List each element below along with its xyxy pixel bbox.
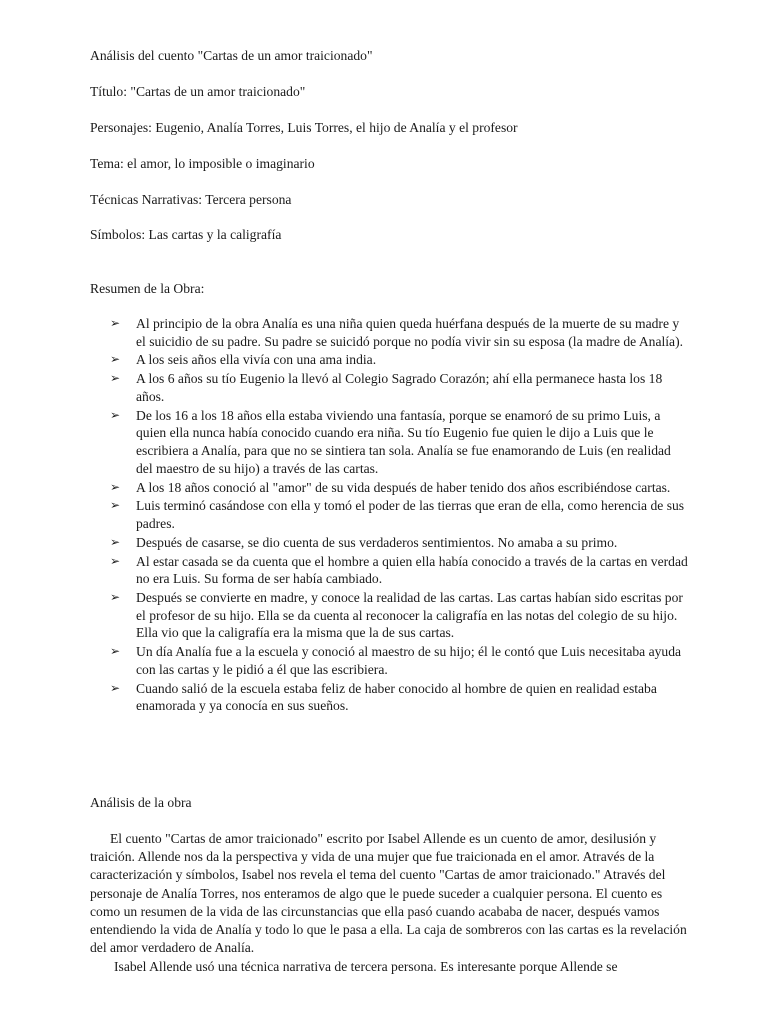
arrow-bullet-icon: ➢ [110,371,121,386]
arrow-bullet-icon: ➢ [110,534,121,549]
arrow-bullet-icon: ➢ [110,644,121,659]
list-item [90,643,690,678]
symbols-line: Símbolos: Las cartas y la caligrafía [90,227,282,242]
summary-heading: Resumen de la Obra: [90,281,205,296]
list-item-text: Luis terminó casándose con ella y tomó el poder de las tierras que eran de ella, como herencia de sus padres. [136,498,685,532]
analysis-paragraph: Isabel Allende usó una técnica narrativa de tercera persona. Es interesante porque Allende se [114,959,618,974]
list-item-text: A los 6 años su tío Eugenio la llevó al Colegio Sagrado Corazón; ahí ella permanece hasta los 18 años. [136,371,663,404]
list-item [90,479,690,497]
title-line: Título: "Cartas de un amor traicionado" [90,84,306,99]
list-item-text: Cuando salió de la escuela estaba feliz de haber conocido al hombre de quien en realidad estaba enamorada y ya conocía en sus sueños. [136,680,657,714]
list-item-text: Un día Analía fue a la escuela y conoció al maestro de su hijo; él le contó que Luis necesitaba ayuda con las cartas y le pidió a él que las escribiera. [136,644,682,677]
arrow-bullet-icon: ➢ [110,316,121,330]
arrow-bullet-icon: ➢ [110,479,121,494]
list-item [90,680,690,715]
arrow-bullet-icon: ➢ [110,498,121,513]
analysis-heading: Análisis de la obra [90,795,192,810]
list-item [90,497,690,532]
list-item [90,351,690,369]
list-item-text: Después se convierte en madre, y conoce la realidad de las cartas. Las cartas habían sido escritas por el profesor de su hijo. Ella se da cuenta al reconocer la caligrafía en las notas del colegio de su hijo. Ella vio que la caligrafía era la misma que la de sus cartas. [136,590,683,641]
list-item-text: A los seis años ella vivía con una ama india. [136,352,377,368]
techniques-line: Técnicas Narrativas: Tercera persona [90,192,292,207]
list-item-text: De los 16 a los 18 años ella estaba viviendo una fantasía, porque se enamoró de su primo Luis, a quien ella nunca había conocido cuando era niña. Su tío Eugenio fue quien le dijo a Luis que le escribiera a Analía, para que no se sintiera tan sola. Analía se fue enamorando de Luis (en realidad del maestro de su hijo) a través de las cartas. [136,407,671,476]
list-item [90,407,690,477]
list-item-text: A los 18 años conoció al "amor" de su vida después de haber tenido dos años escribiéndose cartas. [136,479,671,495]
analysis-paragraph: El cuento "Cartas de amor traicionado" escrito por Isabel Allende es un cuento de amor, desilusión y traición. Allende nos da la perspectiva y vida de una mujer que fue traicionada en el amor. Através de la caracterización y símbolos, Isabel nos revela el tema del cuento "Cartas de amor traicionado." Através del personaje de Analía Torres, nos enteramos de algo que le puede suceder a cualquier persona. El cuento es como un resumen de la vida de las circunstancias que ella pasó cuando acababa de nacer, después vamos entendiendo la vida de Analía y todo lo que le pasa a ella. La caja de sombreros con las cartas es la revelación del amor verdadero de Analía. [90,831,687,956]
list-item-text: Al estar casada se da cuenta que el hombre a quien ella había conocido a través de la cartas en verdad no era Luis. Su forma de ser había cambiado. [136,553,688,587]
document-heading: Análisis del cuento "Cartas de un amor traicionado" [90,48,373,63]
list-item [90,589,690,642]
summary-list [90,315,690,716]
arrow-bullet-icon: ➢ [110,352,121,367]
list-item [90,534,690,552]
arrow-bullet-icon: ➢ [110,590,121,605]
list-item-text: Al principio de la obra Analía es una niña quien queda huérfana después de la muerte de su madre y el suicidio de su padre. Su padre se suicidó porque no podía vivir sin su esposa (la madre de Analía). [136,316,684,349]
arrow-bullet-icon: ➢ [110,680,121,695]
list-item [90,370,690,405]
arrow-bullet-icon: ➢ [110,553,121,568]
list-item [90,315,690,350]
list-item-text: Después de casarse, se dio cuenta de sus verdaderos sentimientos. No amaba a su primo. [136,534,618,550]
arrow-bullet-icon: ➢ [110,407,121,422]
theme-line: Tema: el amor, lo imposible o imaginario [90,156,315,171]
list-item [90,553,690,588]
characters-line: Personajes: Eugenio, Analía Torres, Luis Torres, el hijo de Analía y el profesor [90,120,518,135]
